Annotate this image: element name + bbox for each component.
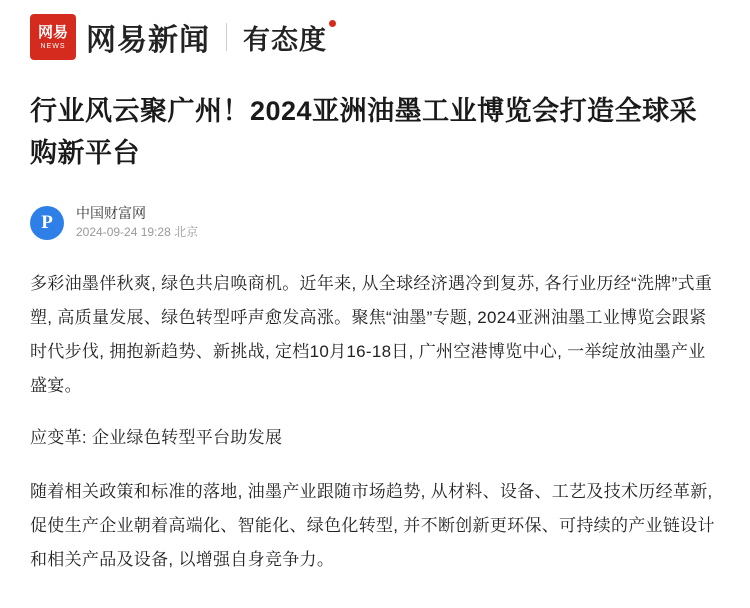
site-header	[0, 0, 750, 70]
publish-time: 2024-09-24 19:28 北京	[76, 225, 199, 239]
article-subheading: 应变革: 企业绿色转型平台助发展	[30, 428, 283, 447]
logo-wordmark[interactable]: 网易新闻	[86, 24, 210, 57]
avatar[interactable]	[30, 206, 64, 240]
article-container	[0, 90, 750, 577]
article-paragraph: 多彩油墨伴秋爽, 绿色共启唤商机。近年来, 从全球经济遇冷到复苏, 各行业历经“洗牌”式重塑, 高质量发展、绿色转型呼声愈发高涨。聚焦“油墨”专题, 2024亚洲油墨工业博览会跟紧时代步伐, 拥抱新趋势、新挑战, 定档10月16-18日, 广州空港博览中心, 一举绽放油墨产业盛宴。	[30, 274, 713, 395]
site-slogan	[243, 18, 327, 57]
page-title: 行业风云聚广州！2024亚洲油墨工业博览会打造全球采购新平台	[30, 96, 698, 168]
slogan-dot-icon	[329, 20, 336, 27]
byline	[30, 204, 720, 241]
article-body	[30, 267, 720, 577]
logo-mark-cn: 网易	[37, 23, 68, 41]
site-logo[interactable]	[30, 14, 210, 60]
header-divider	[226, 23, 227, 51]
slogan-text: 有态度	[243, 24, 327, 55]
article-paragraph: 随着相关政策和标准的落地, 油墨产业跟随市场趋势, 从材料、设备、工艺及技术历经革新, 促使生产企业朝着高端化、智能化、绿色化转型, 并不断创新更环保、可持续的产业链设计和相关产品及设备, 以增强自身竞争力。	[30, 482, 715, 569]
logo-mark-en: NEWS	[40, 42, 66, 50]
source-name[interactable]: 中国财富网	[76, 205, 146, 221]
avatar-initial: P	[41, 212, 53, 233]
netease-logo-icon[interactable]	[30, 14, 76, 60]
byline-text	[76, 204, 198, 241]
